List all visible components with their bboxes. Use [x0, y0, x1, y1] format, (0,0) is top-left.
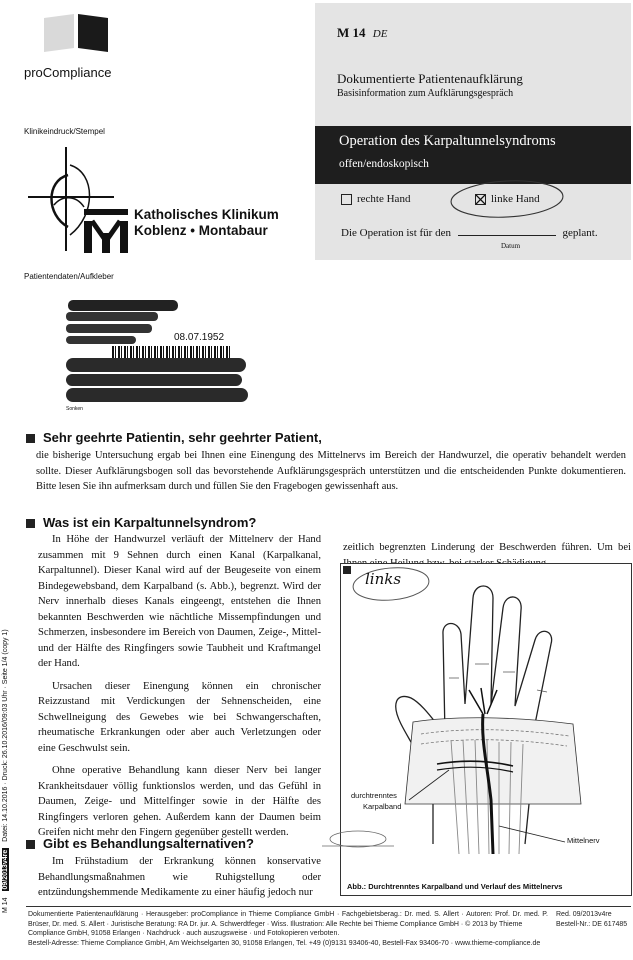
clinic-name-1: Katholisches Klinikum	[134, 207, 279, 222]
label-band-2: Karpalband	[363, 802, 402, 811]
handwritten-circle-icon	[447, 177, 567, 221]
figure-caption: Abb.: Durchtrenntes Karpalband und Verlauf des Mittelnervs	[347, 882, 563, 891]
date-field[interactable]	[458, 225, 556, 236]
footer-line-2: Compliance GmbH, 91058 Erlangen · Nachdruck · auch auszugsweise · und Fotokopieren verboten.	[28, 930, 340, 938]
bullet-square-icon	[26, 519, 35, 528]
planned-line	[341, 225, 631, 239]
section2-p1: Im Frühstadium der Erkrankung können konservative Behandlungsmaßnahmen wie Ruhigstellung oder entzündungshemmende Medikamente zu einer häufig jedoch nur	[38, 856, 321, 898]
footer-right	[556, 910, 632, 929]
patient-sticker	[60, 298, 260, 416]
side-dates: Datei: 14.10.2016 · Druck: 26.10.2016/09:03 Uhr · Seite 1/4 (copy 1)	[2, 629, 9, 842]
sticker-small-text: Sonken	[66, 406, 83, 412]
brand-name: proCompliance	[24, 65, 112, 80]
redaction-4	[66, 336, 136, 344]
checkbox-right[interactable]	[341, 194, 352, 205]
footer-line-1: Dokumentierte Patientenaufklärung · Herausgeber: proCompliance in Thieme Compliance GmbH · Fachgebietsberag.: Dr. med. S. Allert · Autoren: Prof. Dr. med. P. Brüser, Dr. med. S. Allert · Juristische Beratung: RA Dr. jur. A. Schwerdtfeger · Wiss. Illustration: Alle Rechte bei Thieme Compliance GmbH · © 2013 by Thieme	[28, 911, 548, 928]
footer-rule	[26, 906, 631, 907]
redaction-7	[66, 388, 248, 402]
doc-subtitle: Basisinformation zum Aufklärungsgespräch	[337, 88, 514, 99]
margin-sketch-icon	[318, 826, 398, 852]
footer-text	[28, 910, 548, 948]
label-nerve: Mittelnerv	[567, 836, 600, 845]
redaction-1	[68, 300, 178, 311]
operation-banner	[315, 126, 631, 184]
intro-heading-text: Sehr geehrte Patientin, sehr geehrter Patient,	[43, 430, 322, 445]
intro-heading	[26, 430, 322, 445]
section1-heading	[26, 515, 256, 530]
intro-text: die bisherige Untersuchung ergab bei Ihnen eine Einengung des Mittelnervs im Bereich der Handwurzel, die operativ behandelt werden sollte. Dieser Aufklärungsbogen soll das bevorstehende Aufklärungsgespräch unterstützen und die entscheidenden Punkte dokumentieren. Bitte lesen Sie ihn aufmerksam durch und füllen Sie den Fragebogen gewissenhaft aus.	[36, 450, 626, 492]
footer-order: Bestell-Nr.: DE 617485	[556, 920, 628, 928]
section1-body	[38, 532, 321, 841]
option-right-hand[interactable]	[341, 193, 410, 205]
form-code: M 14	[337, 25, 366, 40]
stamp-label: Klinikeindruck/Stempel	[24, 127, 105, 136]
form-header-box	[315, 3, 631, 260]
option-right-label: rechte Hand	[357, 193, 411, 205]
planned-suffix: geplant.	[562, 227, 598, 239]
redaction-2	[66, 312, 158, 321]
bullet-square-icon	[26, 434, 35, 443]
section2-heading-text: Gibt es Behandlungsalternativen?	[43, 836, 254, 851]
section2-body	[38, 854, 321, 901]
doc-title: Dokumentierte Patientenaufklärung	[337, 71, 523, 86]
section1-p2: Ursachen dieser Einengung können ein chronischer Reizzustand mit Verdickungen der Sehnenscheiden, eine Schwellneigung des Gewebes wie bei Schwangerschaften, rheumatische Erkrankungen oder aber auch Verletzungen oder eine Geschwulst sein.	[38, 680, 321, 754]
operation-title: Operation des Karpaltunnelsyndroms	[339, 133, 556, 149]
patient-label: Patientendaten/Aufkleber	[24, 272, 114, 281]
footer-red: Red. 09/2013v4re	[556, 911, 612, 918]
side-version: 09/2013v4re	[2, 849, 9, 890]
side-text	[2, 573, 14, 913]
option-left-label: linke Hand	[491, 193, 540, 205]
section1-heading-text: Was ist ein Karpaltunnelsyndrom?	[43, 515, 257, 530]
section2-heading	[26, 836, 254, 851]
redaction-3	[66, 324, 152, 333]
section1-p1: In Höhe der Handwurzel verläuft der Mittelnerv der Hand zusammen mit 9 Sehnen durch einen Kanal (Karpalkanal, Karpaltunnel). Dieser Kanal wird auf der Beugeseite von einem Bindegewebsband, dem Karpalband (s. Abb.), begrenzt. Wird der Nerv innerhalb dieses Kanals eingeengt, entstehen die Ihnen bekannten Beschwerden wie nächtliche Missempfindungen und Schmerzen, insbesondere im Bereich von Daumen, Zeige-, Mittel- und der Hälfte des Ringfingers sowie Taubheit und Kraftmangel der Hand.	[38, 534, 321, 669]
clinic-emblem-icon	[26, 145, 134, 257]
logo-cubes-icon	[40, 14, 112, 54]
section1-p3: Ohne operative Behandlung kann dieser Nerv bei langer Krankheitsdauer völlig funktionslos werden, und das Gefühl in Daumen, Zeige- und Mittelfinger sowie in der Hälfte des Ringfingers verloren gehen. Außerdem kann der Daumen beim Greifen nicht mehr den Fingern gegenüber gestellt werden.	[38, 765, 321, 838]
form-lang: DE	[372, 28, 388, 40]
date-label: Datum	[501, 242, 521, 250]
right-column-cont: zeitlich begrenzten Linderung der Beschwerden führen. Um bei	[343, 542, 631, 553]
bullet-square-icon	[26, 840, 35, 849]
patient-birthdate: 08.07.1952	[174, 332, 225, 343]
clinic-name-2: Koblenz • Montabaur	[134, 223, 268, 238]
label-band-1: durchtrenntes	[351, 791, 397, 800]
footer-line-3: Bestell-Adresse: Thieme Compliance GmbH, Am Weichselgarten 30, 91058 Erlangen, Tel. +49 (0)9131 93406-40, Bestell-Fax 93406-70 · www.thieme-compliance.de	[28, 939, 541, 947]
hand-illustration	[341, 564, 631, 864]
operation-subtitle: offen/endoskopisch	[339, 158, 429, 170]
redaction-6	[66, 374, 242, 386]
side-code: M 14	[2, 897, 9, 913]
redaction-5	[66, 358, 246, 372]
planned-prefix: Die Operation ist für den	[341, 227, 451, 239]
handwritten-note: links	[365, 570, 402, 588]
clinic-logo	[26, 145, 134, 257]
brand-logo	[40, 14, 112, 54]
